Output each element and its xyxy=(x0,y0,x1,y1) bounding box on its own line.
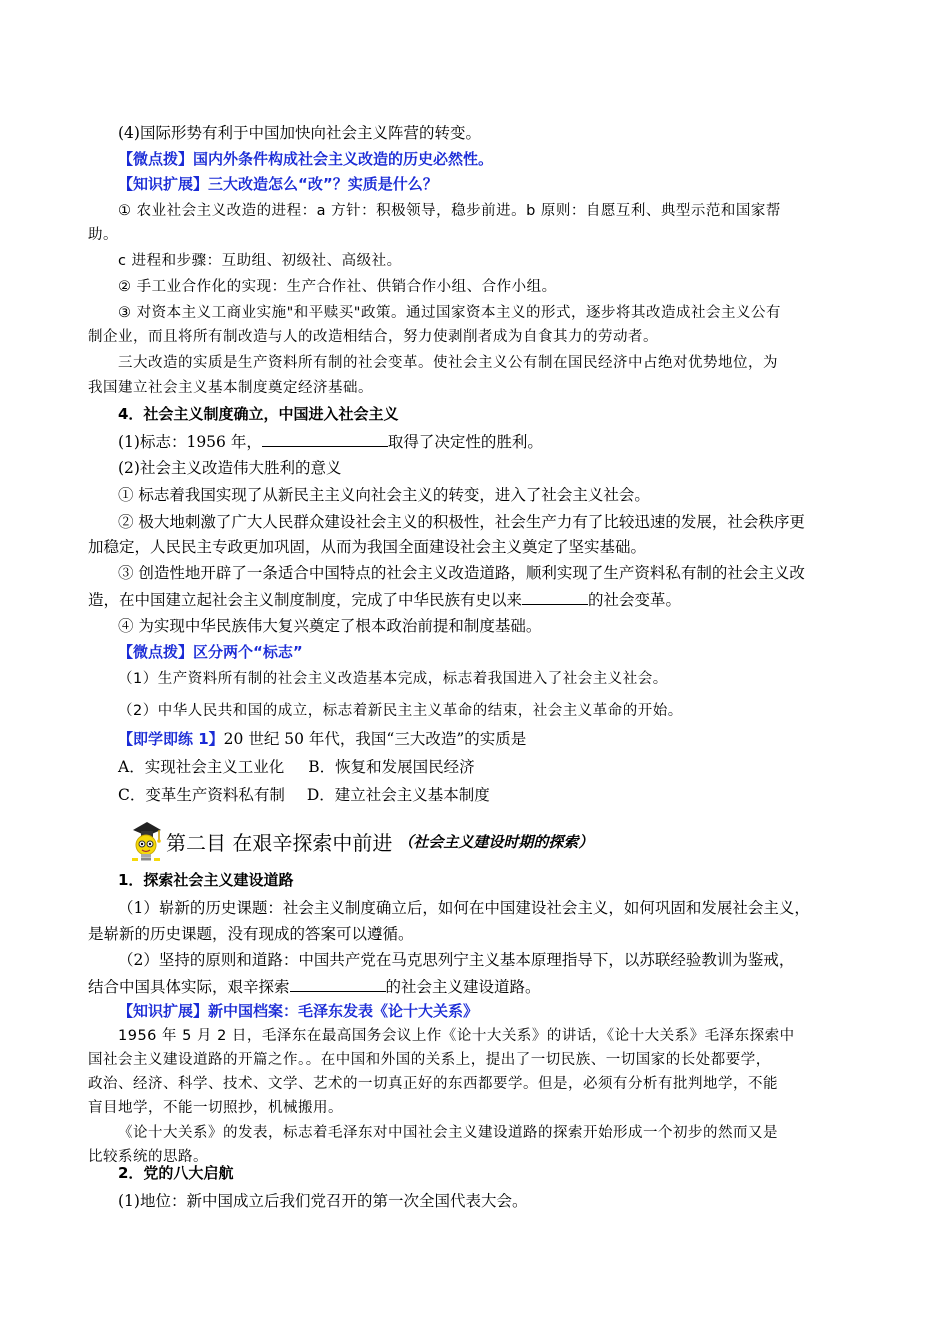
text-fragment: 的社会主义建设道路。 xyxy=(385,978,541,996)
text-fragment: (1)标志：1956 年， xyxy=(118,433,262,451)
text-line: (2)社会主义改造伟大胜利的意义 xyxy=(118,459,342,477)
text-line: ③ 对资本主义工商业实施"和平赎买"政策。通过国家资本主义的形式，逐步将其改造成社会主义公有 xyxy=(118,305,781,321)
tip-heading: 【微点拨】国内外条件构成社会主义改造的历史必然性。 xyxy=(118,150,494,168)
extension-heading: 【知识扩展】新中国档案：毛泽东发表《论十大关系》 xyxy=(118,1002,479,1020)
text-line: 政治、经济、科学、技术、文学、艺术的一切真正好的东西都要学。但是，必须有分析有批判地学，不能 xyxy=(88,1076,778,1092)
text-line: ① 农业社会主义改造的进程：a 方针：积极领导，稳步前进。b 原则：自愿互利、典型示范和国家帮 xyxy=(118,203,781,219)
option-a[interactable]: A．实现社会主义工业化 xyxy=(118,758,285,776)
text-line xyxy=(88,975,866,998)
option-c[interactable]: C．变革生产资料私有制 xyxy=(118,786,285,804)
text-line: （2）中华人民共和国的成立，标志着新民主主义革命的结束，社会主义革命的开始。 xyxy=(118,703,683,719)
text-line: 《论十大关系》的发表，标志着毛泽东对中国社会主义建设道路的探索开始形成一个初步的然而又是 xyxy=(118,1125,778,1141)
option-d[interactable]: D．建立社会主义基本制度 xyxy=(306,786,490,804)
text-line: ④ 为实现中华民族伟大复兴奠定了根本政治前提和制度基础。 xyxy=(118,617,542,635)
text-line: 国社会主义建设道路的开篇之作。。在中国和外国的关系上，提出了一切民族、一切国家的长处都要学， xyxy=(88,1052,771,1068)
text-line: (1)地位：新中国成立后我们党召开的第一次全国代表大会。 xyxy=(118,1192,528,1210)
options-row xyxy=(118,756,866,778)
text-line: 1956 年 5 月 2 日，毛泽东在最高国务会议上作《论十大关系》的讲话，《论十大关系》毛泽东探索中 xyxy=(118,1028,795,1044)
question-text: 20 世纪 50 年代，我国“三大改造”的实质是 xyxy=(223,730,527,748)
section-subtitle: （社会主义建设时期的探索） xyxy=(398,832,594,851)
text-line: 我国建立社会主义基本制度奠定经济基础。 xyxy=(88,380,373,396)
text-line: 比较系统的思路。 xyxy=(88,1149,208,1165)
section-heading: 2．党的八大启航 xyxy=(118,1164,234,1182)
exercise-question xyxy=(118,728,866,750)
text-line: 三大改造的实质是生产资料所有制的社会变革。使社会主义公有制在国民经济中占绝对优势地位，为 xyxy=(118,355,778,371)
text-line: 助。 xyxy=(88,227,118,243)
section-heading: 4．社会主义制度确立，中国进入社会主义 xyxy=(118,405,399,423)
text-line: （1）生产资料所有制的社会主义改造基本完成，标志着我国进入了社会主义社会。 xyxy=(118,671,668,687)
text-line: 加稳定，人民民主专政更加巩固，从而为我国全面建设社会主义奠定了坚实基础。 xyxy=(88,538,647,556)
text-fragment: 取得了决定性的胜利。 xyxy=(387,433,543,451)
text-line: （1）崭新的历史课题：社会主义制度确立后，如何在中国建设社会主义，如何巩固和发展社会主义， xyxy=(118,899,810,917)
text-line: ③ 创造性地开辟了一条适合中国特点的社会主义改造道路，顺利实现了生产资料私有制的社会主义改 xyxy=(118,564,805,582)
section-2-heading xyxy=(130,816,593,866)
text-line: 是崭新的历史课题，没有现成的答案可以遵循。 xyxy=(88,925,414,943)
extension-heading: 【知识扩展】三大改造怎么“改”？实质是什么？ xyxy=(118,175,438,193)
section-heading: 1．探索社会主义建设道路 xyxy=(118,871,294,889)
text-line: c 进程和步骤：互助组、初级社、高级社。 xyxy=(118,253,402,269)
fill-blank[interactable] xyxy=(522,588,588,605)
text-line: (4)国际形势有利于中国加快向社会主义阵营的转变。 xyxy=(118,124,481,142)
section-title: 第二目 在艰辛探索中前进 xyxy=(166,830,393,855)
text-line: ② 手工业合作化的实现：生产合作社、供销合作小组、合作小组。 xyxy=(118,279,557,295)
fill-blank[interactable] xyxy=(262,430,388,447)
text-line: ② 极大地刺激了广大人民群众建设社会主义的积极性，社会生产力有了比较迅速的发展，社会秩序更 xyxy=(118,513,805,531)
fill-blank[interactable] xyxy=(290,975,386,992)
text-fragment: 造，在中国建立起社会主义制度制度，完成了中华民族有史以来 xyxy=(88,591,523,609)
text-line: 盲目地学，不能一切照抄，机械搬用。 xyxy=(88,1100,343,1116)
exercise-label: 【即学即练 1】 xyxy=(118,730,224,748)
text-line: ① 标志着我国实现了从新民主主义向社会主义的转变，进入了社会主义社会。 xyxy=(118,486,650,504)
text-line xyxy=(118,430,866,453)
text-line: 制企业，而且将所有制改造与人的改造相结合，努力使剥削者成为自食其力的劳动者。 xyxy=(88,329,658,345)
options-row xyxy=(118,784,866,806)
text-line xyxy=(88,588,866,611)
text-line: （2）坚持的原则和道路：中国共产党在马克思列宁主义基本原理指导下，以苏联经验教训为鉴戒， xyxy=(118,951,795,969)
text-fragment: 的社会变革。 xyxy=(588,591,682,609)
tip-heading: 【微点拨】区分两个“标志” xyxy=(118,643,303,661)
scholar-bulb-icon xyxy=(130,818,162,864)
text-fragment: 结合中国具体实际，艰辛探索 xyxy=(88,978,290,996)
option-b[interactable]: B．恢复和发展国民经济 xyxy=(308,758,475,776)
